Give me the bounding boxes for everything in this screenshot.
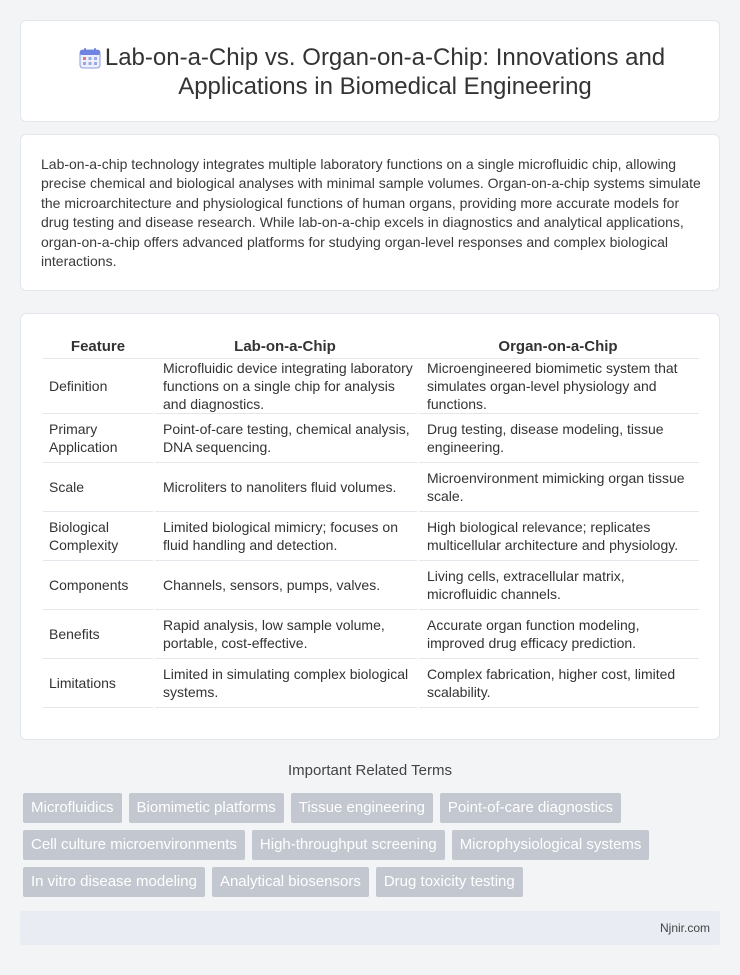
table-cell-feature: Definition xyxy=(43,359,153,414)
table-cell-lab: Microliters to nanoliters fluid volumes. xyxy=(153,463,417,512)
table-row xyxy=(43,414,699,463)
header-feature: Feature xyxy=(43,334,153,359)
table-cell-organ: Microengineered biomimetic system that simulates organ-level physiology and functions. xyxy=(417,359,699,414)
table-cell-organ: Complex fabrication, higher cost, limited scalability. xyxy=(417,659,699,708)
comparison-table xyxy=(43,334,699,708)
comparison-table-card xyxy=(20,313,720,740)
table-row xyxy=(43,512,699,561)
table-cell-organ: Accurate organ function modeling, improved drug efficacy prediction. xyxy=(417,610,699,659)
table-cell-feature: Components xyxy=(43,561,153,610)
table-row xyxy=(43,359,699,414)
footer-site-link[interactable]: Njnir.com xyxy=(659,921,710,935)
table-row xyxy=(43,463,699,512)
footer xyxy=(20,911,720,945)
table-row xyxy=(43,610,699,659)
term-tag[interactable]: Point-of-care diagnostics xyxy=(440,793,621,823)
table-cell-feature: Biological Complexity xyxy=(43,512,153,561)
term-tag[interactable]: Drug toxicity testing xyxy=(376,867,523,897)
table-cell-lab: Point-of-care testing, chemical analysis, DNA sequencing. xyxy=(153,414,417,463)
table-cell-organ: Drug testing, disease modeling, tissue engineering. xyxy=(417,414,699,463)
table-cell-feature: Primary Application xyxy=(43,414,153,463)
page-title: Lab-on-a-Chip vs. Organ-on-a-Chip: Innovations and Applications in Biomedical Engineering xyxy=(104,44,666,100)
term-tag[interactable]: Tissue engineering xyxy=(291,793,433,823)
table-cell-organ: Living cells, extracellular matrix, microfluidic channels. xyxy=(417,561,699,610)
table-row xyxy=(43,561,699,610)
table-cell-lab: Limited in simulating complex biological systems. xyxy=(153,659,417,708)
intro-card xyxy=(20,134,720,291)
term-tag[interactable]: High-throughput screening xyxy=(252,830,445,860)
table-cell-feature: Benefits xyxy=(43,610,153,659)
term-tag[interactable]: Cell culture microenvironments xyxy=(23,830,245,860)
header-organ-on-a-chip: Organ-on-a-Chip xyxy=(417,334,699,359)
table-cell-feature: Limitations xyxy=(43,659,153,708)
intro-paragraph: Lab-on-a-chip technology integrates multiple laboratory functions on a single microfluidic chip, allowing precise chemical and biological analyses with minimal sample volumes. Organ-on-a-chip systems simulate the microarchitecture and physiological functions of human organs, providing more accurate models for drug testing and disease research. While lab-on-a-chip excels in diagnostics and analytical applications, organ-on-a-chip offers advanced platforms for studying organ-level responses and complex biological interactions. xyxy=(41,156,701,270)
term-tag[interactable]: Biomimetic platforms xyxy=(129,793,284,823)
table-cell-lab: Rapid analysis, low sample volume, portable, cost-effective. xyxy=(153,610,417,659)
related-terms-list xyxy=(23,793,717,897)
table-cell-organ: High biological relevance; replicates multicellular architecture and physiology. xyxy=(417,512,699,561)
term-tag[interactable]: Microfluidics xyxy=(23,793,122,823)
table-cell-feature: Scale xyxy=(43,463,153,512)
related-terms-heading: Important Related Terms xyxy=(288,762,452,779)
table-header-row xyxy=(43,334,699,359)
table-cell-lab: Channels, sensors, pumps, valves. xyxy=(153,561,417,610)
table-cell-lab: Microfluidic device integrating laboratory functions on a single chip for analysis and diagnostics. xyxy=(153,359,417,414)
table-cell-organ: Microenvironment mimicking organ tissue scale. xyxy=(417,463,699,512)
term-tag[interactable]: Analytical biosensors xyxy=(212,867,369,897)
title-card xyxy=(20,20,720,122)
term-tag[interactable]: In vitro disease modeling xyxy=(23,867,205,897)
term-tag[interactable]: Microphysiological systems xyxy=(452,830,650,860)
table-row xyxy=(43,659,699,708)
header-lab-on-a-chip: Lab-on-a-Chip xyxy=(153,334,417,359)
table-cell-lab: Limited biological mimicry; focuses on fluid handling and detection. xyxy=(153,512,417,561)
